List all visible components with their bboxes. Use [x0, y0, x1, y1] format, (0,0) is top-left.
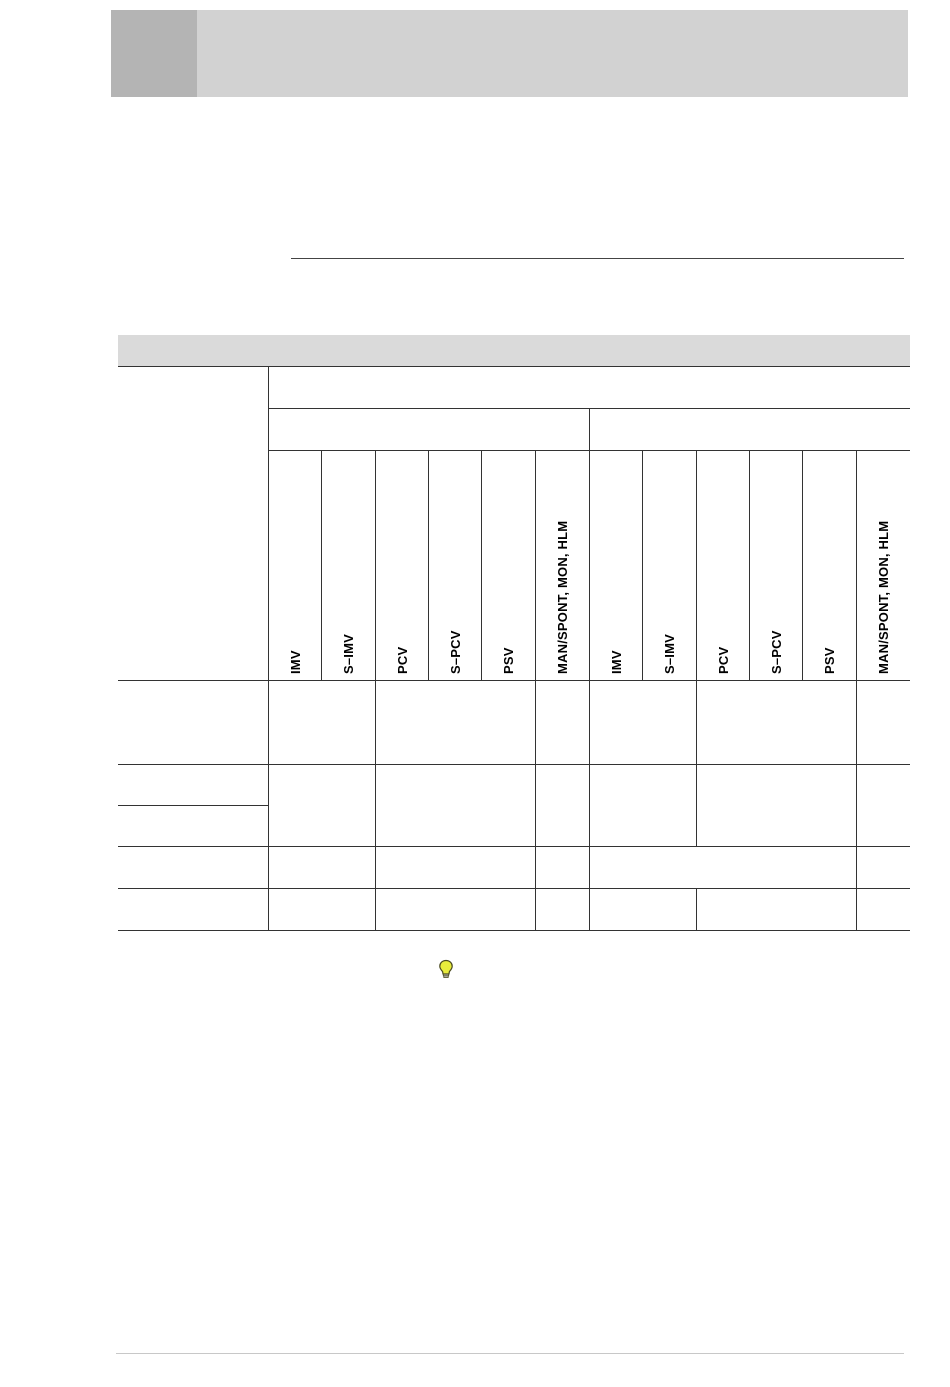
- table-row-line: [118, 764, 910, 765]
- table-column-line: [856, 450, 857, 930]
- table-column-line: [589, 408, 590, 930]
- table-column-line: [535, 450, 536, 930]
- table-column-line: [642, 450, 643, 680]
- table-row-line: [118, 366, 910, 367]
- table-column-line: [375, 450, 376, 930]
- table-row-line: [118, 930, 910, 931]
- mode-header-pcv: PCV: [716, 646, 731, 674]
- lightbulb-icon: [437, 959, 455, 979]
- mode-header-s-pcv: S–PCV: [448, 630, 463, 674]
- table-column-line: [696, 450, 697, 846]
- table-column-line: [428, 450, 429, 680]
- mode-header-pcv: PCV: [395, 646, 410, 674]
- mode-header-imv: IMV: [609, 650, 624, 674]
- mode-header-man-spont-mon-hlm: MAN/SPONT, MON, HLM: [555, 520, 570, 674]
- table-column-line: [749, 450, 750, 680]
- table-column-line: [481, 450, 482, 680]
- table-row-line: [118, 680, 910, 681]
- mode-header-psv: PSV: [822, 647, 837, 674]
- table-column-line: [696, 888, 697, 930]
- table-column-line: [268, 366, 269, 930]
- table-column-line: [802, 450, 803, 680]
- mode-header-imv: IMV: [288, 650, 303, 674]
- mode-header-s-pcv: S–PCV: [769, 630, 784, 674]
- table-column-line: [321, 450, 322, 680]
- table-row-line: [118, 888, 910, 889]
- table-row-line: [118, 805, 268, 806]
- mode-header-s-imv: S–IMV: [341, 633, 356, 674]
- footer-rule: [116, 1353, 904, 1354]
- table-row-line: [118, 846, 910, 847]
- mode-header-man-spont-mon-hlm: MAN/SPONT, MON, HLM: [876, 520, 891, 674]
- mode-header-psv: PSV: [501, 647, 516, 674]
- mode-header-s-imv: S–IMV: [662, 633, 677, 674]
